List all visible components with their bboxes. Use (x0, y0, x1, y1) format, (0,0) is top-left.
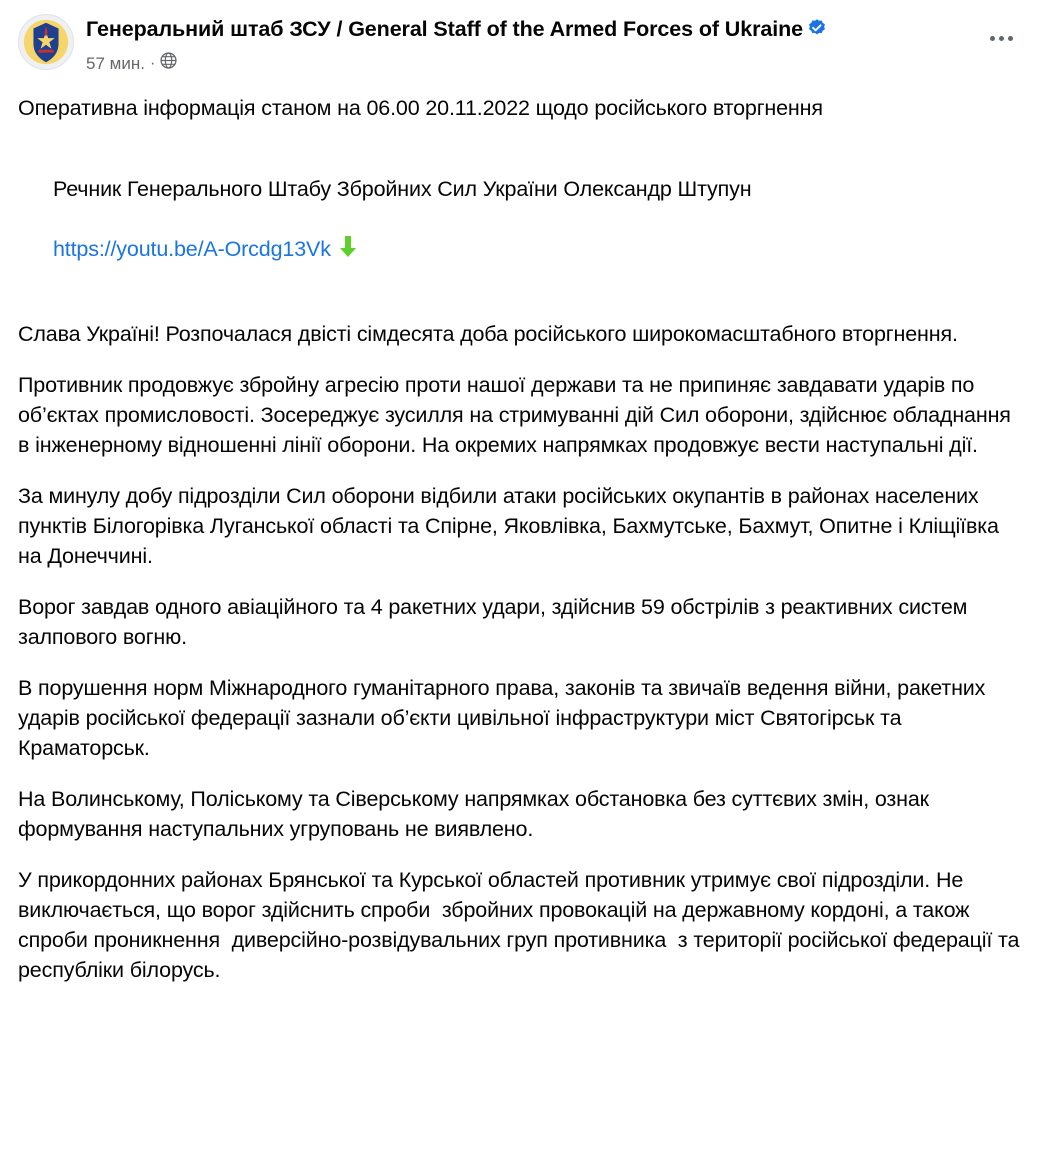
avatar[interactable] (18, 14, 74, 70)
post-paragraph-with-link (18, 144, 1021, 298)
post-paragraph: В порушення норм Міжнародного гуманітарного права, законів та звичаїв ведення війни, ракетних ударів російської федерації зазнали об’єкти цивільної інфраструктури міст Святогірськ та Краматорськ. (18, 676, 992, 760)
post-options-button[interactable] (981, 18, 1021, 58)
post-timestamp[interactable]: 57 мин. (86, 53, 145, 73)
post-paragraph: За минулу добу підрозділи Сил оборони відбили атаки російських окупантів в районах населених пунктів Білогорівка Луганської області та Спірне, Яковлівка, Бахмутське, Бахмут, Опитне і Кліщіївка на Донеччині. (18, 484, 1005, 568)
ellipsis-icon (990, 36, 995, 41)
page-name[interactable]: Генеральний штаб ЗСУ / General Staff of the Armed Forces of Ukraine (86, 17, 803, 41)
verified-badge-icon (807, 17, 827, 45)
post-paragraph: Оперативна інформація станом на 06.00 20.11.2022 щодо російського вторгнення (18, 96, 823, 120)
post-header (18, 14, 1021, 75)
globe-icon[interactable] (160, 52, 177, 75)
post-paragraph: Ворог завдав одного авіаційного та 4 ракетних удари, здійснив 59 обстрілів з реактивних систем залпового вогню. (18, 595, 974, 649)
military-emblem-avatar-icon (19, 14, 73, 70)
post-paragraph: Слава Україні! Розпочалася двісті сімдесята доба російського широкомасштабного вторгнення. (18, 322, 958, 346)
meta-separator: · (149, 54, 156, 72)
post-paragraph: На Волинському, Поліському та Сіверському напрямках обстановка без суттєвих змін, ознак формування наступальних угруповань не виявлено. (18, 787, 935, 841)
ellipsis-icon (999, 36, 1004, 41)
post-paragraph: У прикордонних районах Брянської та Курської областей противник утримує свої підрозділи. Не виключається, що ворог здійснить спроби збройних провокацій на державному кордоні, а також спроби проникнення диверсійно-розвідувальних груп противника з території російської федерації та республіки білорусь. (18, 868, 1026, 982)
down-arrow-emoji-icon (337, 234, 359, 268)
post-paragraph: Противник продовжує збройну агресію проти нашої держави та не припиняє завдавати ударів по об’єктах промисловості. Зосереджує зусилля на стримуванні дій Сил оборони, здійснює обладнання в інженерному відношенні лінії оборони. На окремих напрямках продовжує вести наступальні дії. (18, 373, 1017, 457)
youtube-link[interactable]: https://youtu.be/A-Orcdg13Vk (52, 237, 331, 261)
ellipsis-icon (1008, 36, 1013, 41)
post-header-text (86, 14, 969, 75)
paragraph-text: Речник Генерального Штабу Збройних Сил України Олександр Штупун (52, 177, 752, 201)
post-meta (86, 52, 969, 75)
page-name-row (86, 15, 969, 45)
post-body (18, 93, 1026, 985)
